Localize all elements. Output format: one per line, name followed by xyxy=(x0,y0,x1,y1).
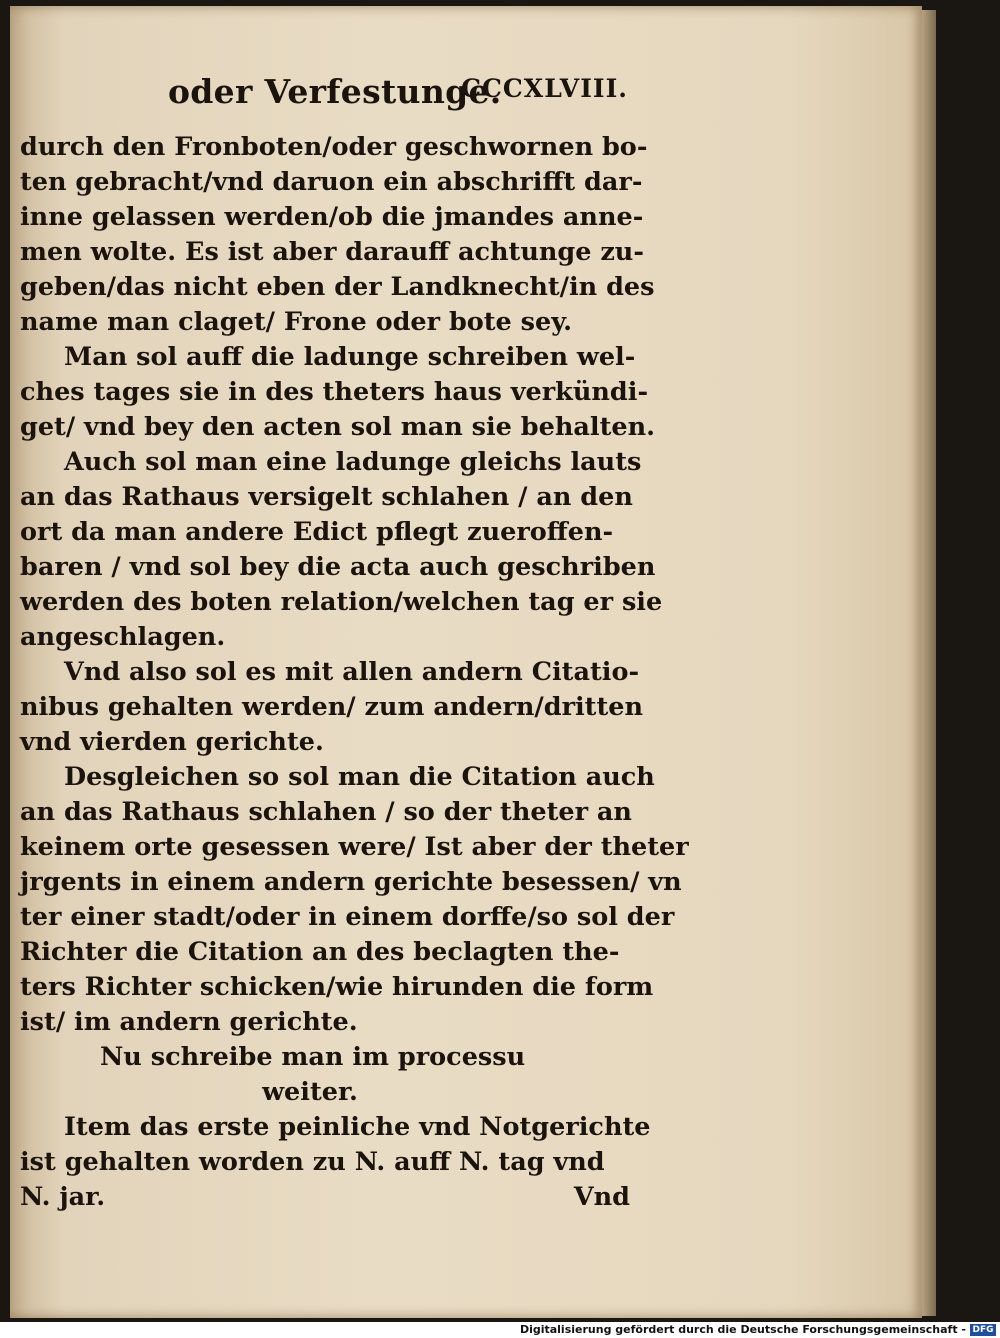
text-line: werden des boten relation/welchen tag er sie xyxy=(20,587,663,617)
page-fore-edge xyxy=(922,10,936,1316)
text-line: vnd vierden gerichte. xyxy=(20,727,324,757)
text-line: Vnd also sol es mit allen andern Citatio- xyxy=(64,657,640,687)
text-line: ches tages sie in des theters haus verkündi- xyxy=(20,377,649,407)
text-line: Richter die Citation an des beclagten the- xyxy=(20,937,620,967)
catchword: Vnd xyxy=(573,1182,630,1212)
section-heading: weiter. xyxy=(262,1077,358,1107)
text-line: ter einer stadt/oder in einem dorffe/so sol der xyxy=(20,902,675,932)
text-line: ort da man andere Edict pflegt zueroffen- xyxy=(20,517,614,547)
text-line: Man sol auff die ladunge schreiben wel- xyxy=(64,342,636,372)
text-line: jrgents in einem andern gerichte besessen/ vn xyxy=(20,867,682,897)
running-head xyxy=(168,72,628,118)
text-line: men wolte. Es ist aber darauff achtunge zu- xyxy=(20,237,644,267)
text-line: inne gelassen werden/ob die jmandes anne- xyxy=(20,202,644,232)
text-line: an das Rathaus schlahen / so der theter an xyxy=(20,797,632,827)
text-line: geben/das nicht eben der Landknecht/in des xyxy=(20,272,655,302)
text-line: baren / vnd sol bey die acta auch geschriben xyxy=(20,552,656,582)
text-line: name man claget/ Frone oder bote sey. xyxy=(20,307,573,337)
text-line: keinem orte gesessen were/ Ist aber der theter xyxy=(20,832,689,862)
text-line: nibus gehalten werden/ zum andern/dritten xyxy=(20,692,644,722)
text-line: durch den Fronboten/oder geschwornen bo- xyxy=(20,132,648,162)
section-heading: Nu schreibe man im processu xyxy=(100,1042,526,1072)
text-line: Auch sol man eine ladunge gleichs lauts xyxy=(64,447,642,477)
text-line: get/ vnd bey den acten sol man sie behalten. xyxy=(20,412,655,442)
text-line: Desgleichen so sol man die Citation auch xyxy=(64,762,655,792)
dfg-logo: DFG xyxy=(970,1324,996,1336)
text-line: N. jar. xyxy=(20,1182,106,1212)
folio-number: CCCXLVIII. xyxy=(461,74,628,103)
text-line: ten gebracht/vnd daruon ein abschrifft dar- xyxy=(20,167,643,197)
text-line: an das Rathaus versigelt schlahen / an den xyxy=(20,482,633,512)
text-line: ist/ im andern gerichte. xyxy=(20,1007,358,1037)
text-line: angeschlagen. xyxy=(20,622,226,652)
text-line: Item das erste peinliche vnd Notgerichte xyxy=(64,1112,651,1142)
digitization-credit: Digitalisierung gefördert durch die Deutsche Forschungsgemeinschaft - xyxy=(519,1323,966,1336)
running-head-title: oder Verfestunge. xyxy=(168,72,502,111)
text-line: ist gehalten worden zu N. auff N. tag vnd xyxy=(20,1147,605,1177)
text-line: ters Richter schicken/wie hirunden die form xyxy=(20,972,654,1002)
digitization-credit-bar xyxy=(0,1322,1000,1338)
